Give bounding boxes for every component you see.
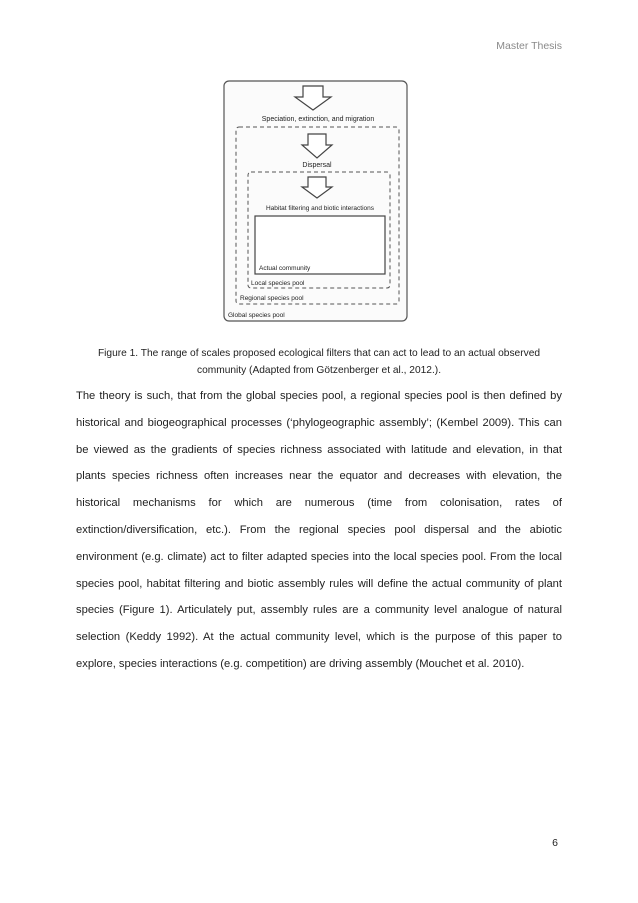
label-regional: Regional species pool [240, 295, 304, 302]
label-local: Local species pool [251, 280, 305, 287]
page-number: 6 [552, 837, 558, 849]
label-actual: Actual community [259, 265, 311, 272]
figure-caption: Figure 1. The range of scales proposed ecological filters that can act to lead to an actual observed community (Adapted from Götzenberger et al., 2012.). [97, 348, 541, 376]
body-paragraph: The theory is such, that from the global species pool, a regional species pool is then defined by historical and biogeographical processes (‘phylogeographic assembly’; (Kembel 2009). This can be viewed as the gradients of species richness associated with latitude and elevation, in that plants species richness often increases near the equator and decreases with elevation, the historical mechanisms for which are numerous (time from colonisation, rates of extinction/diversification, etc.). From the regional species pool dispersal and the abiotic environment (e.g. climate) act to filter adapted species into the local species pool. From the local species pool, habitat filtering and biotic assembly rules will define the actual community of plant species (Figure 1). Articulately put, assembly rules are a community level analogue of natural selection (Keddy 1992). At the actual community level, which is the purpose of this paper to explore, species interactions (e.g. competition) are driving assembly (Mouchet et al. 2010). [76, 390, 562, 670]
label-habitat: Habitat filtering and biotic interactions [265, 205, 375, 212]
label-global: Global species pool [228, 312, 285, 319]
ecological-filters-figure [0, 0, 638, 340]
running-header: Master Thesis [496, 40, 562, 52]
label-dispersal: Dispersal [302, 162, 332, 169]
label-top: Speciation, extinction, and migration [261, 116, 375, 123]
